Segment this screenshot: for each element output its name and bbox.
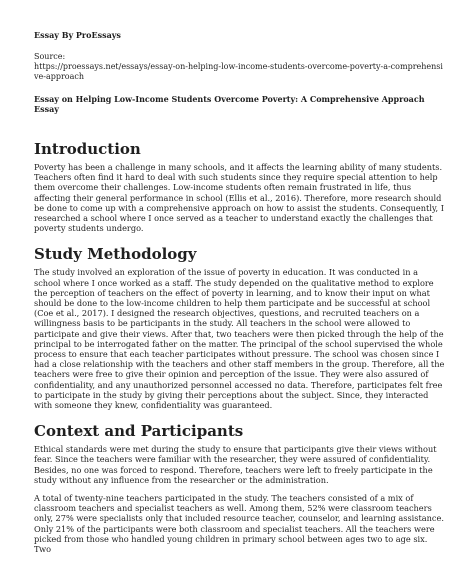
document-brand: Essay By ProEssays — [34, 30, 121, 40]
section-context-and-participants — [34, 422, 446, 554]
source-url[interactable]: https://proessays.net/essays/essay-on-helping-low-income-students-overcome-poverty-a-comprehensive-approach — [34, 62, 443, 81]
section-paragraph: Poverty has been a challenge in many schools, and it affects the learning ability of many students. Teachers often find it hard to deal with such students since they require special attention to help them overcome their challenges. Low-income students often remain frustrated in life, thus affecting their general performance in school (Ellis et al., 2016). Therefore, more research should be done to come up with a comprehensive approach on how to assist the students. Consequently, I researched a school where I once served as a teacher to understand exactly the challenges that poverty students undergo. — [34, 162, 444, 234]
section-paragraph: Ethical standards were met during the study to ensure that participants give their views without fear. Since the teachers were familiar with the researcher, they were assured of confidentiality. Besides, no one was forced to respond. Therefore, teachers were left to freely participate in the study without any influence from the researcher or the administration. — [34, 444, 437, 485]
section-heading: Study Methodology — [34, 245, 197, 264]
document-body — [34, 30, 446, 562]
source-label: Source: — [34, 52, 66, 61]
section-study-methodology — [34, 245, 446, 410]
section-heading: Context and Participants — [34, 422, 244, 441]
section-paragraph: The study involved an exploration of the issue of poverty in education. It was conducted in a school where I once worked as a staff. The study depended on the qualitative method to explore the perception of teachers on the effect of poverty in learning, and to know their input on what should be done to the low-income children to help them participate and be successful at school (Coe et al., 2017). I designed the research objectives, questions, and recruited teachers on a willingness basis to be participants in the study. All teachers in the school were allowed to participate and give their views. After that, two teachers were then picked through the help of the principal to be interrogated father on the matter. The principal of the school supervised the whole process to ensure that each teacher participates without pressure. The school was chosen since I had a close relationship with the teachers and other staff members in the group. Therefore, all the teachers were free to give their opinion and perception of the issue. They were also assured of confidentiality, and any unauthorized personnel accessed no data. Therefore, participates felt free to participate in the study by giving their perceptions about the subject. Since, they interacted with someone they knew, confidentiality was guaranteed. — [34, 267, 445, 411]
section-paragraph: A total of twenty-nine teachers participated in the study. The teachers consisted of a mix of classroom teachers and specialist teachers as well. Among them, 52% were classroom teachers only, 27% were specialists only that included resource teacher, counselor, and learning assistance. Only 21% of the participants were both classroom and specialist teachers. All the teachers were picked from those who handled young children in primary school between ages two to age six. Two — [34, 493, 444, 555]
section-introduction — [34, 140, 446, 233]
essay-title: Essay on Helping Low-Income Students Overcome Poverty: A Comprehensive Approach Essay — [34, 94, 425, 114]
section-heading: Introduction — [34, 140, 141, 158]
